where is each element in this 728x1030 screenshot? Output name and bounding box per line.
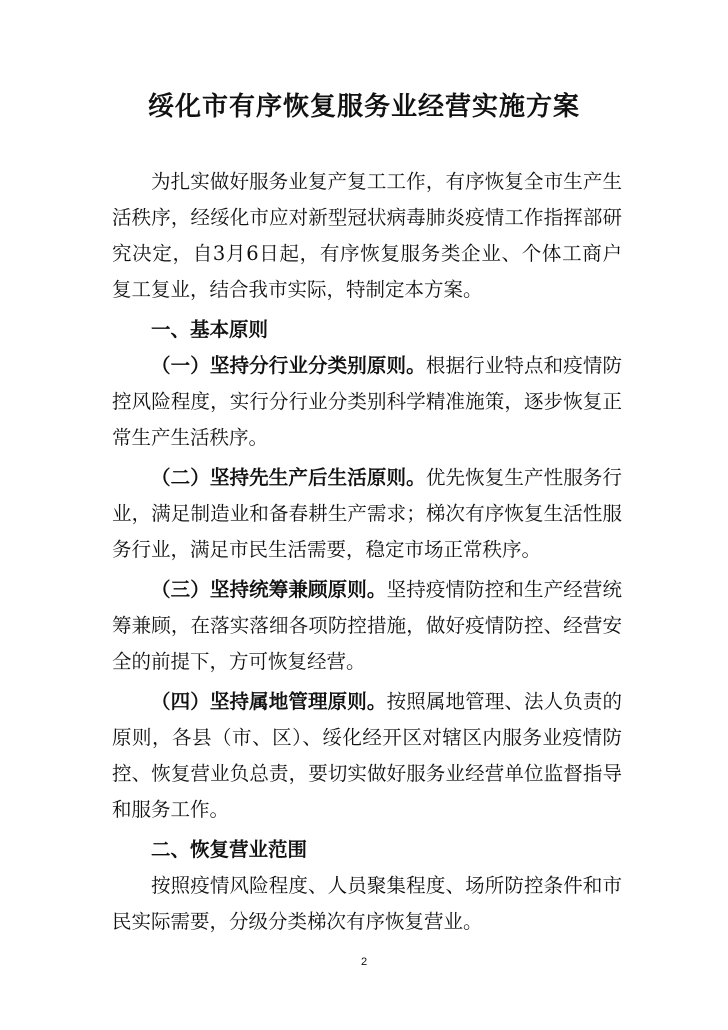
principle-3-paragraph <box>112 572 622 680</box>
document-body <box>112 164 622 940</box>
principle-1-lead: （一）坚持分行业分类别原则。 <box>151 354 426 377</box>
principle-3-text: 坚持疫情防控和生产经营统筹兼顾，在落实落细各项防控措施，做好疫情防控、经营安全的前提下，方可恢复经营。 <box>112 578 622 673</box>
principle-2-lead: （二）坚持先生产后生活原则。 <box>151 466 426 489</box>
intro-paragraph: 为扎实做好服务业复产复工工作，有序恢复全市生产生活秩序，经绥化市应对新型冠状病毒肺炎疫情工作指挥部研究决定，自3月6日起，有序恢复服务类企业、个体工商户复工复业，结合我市实际，特制定本方案。 <box>112 170 622 301</box>
principle-2-text: 优先恢复生产性服务行业，满足制造业和备春耕生产需求；梯次有序恢复生活性服务行业，满足市民生活需要，稳定市场正常秩序。 <box>112 466 622 561</box>
principle-4-lead: （四）坚持属地管理原则。 <box>151 690 387 713</box>
page-number: 2 <box>360 956 368 968</box>
principle-1-text: 根据行业特点和疫情防控风险程度，实行分行业分类别科学精准施策，逐步恢复正常生产生活秩序。 <box>112 354 622 449</box>
principle-4-paragraph <box>112 684 622 828</box>
document-title: 绥化市有序恢复服务业经营实施方案 <box>147 92 580 122</box>
section-1-heading: 一、基本原则 <box>151 318 269 341</box>
section-2-heading: 二、恢复营业范围 <box>151 838 308 861</box>
principle-4-text: 按照属地管理、法人负责的原则，各县（市、区）、绥化经开区对辖区内服务业疫情防控、恢复营业负总责，要切实做好服务业经营单位监督指导和服务工作。 <box>112 690 622 821</box>
principle-3-lead: （三）坚持统筹兼顾原则。 <box>151 578 387 601</box>
principle-2-paragraph <box>112 460 622 568</box>
section-2-paragraph: 按照疫情风险程度、人员聚集程度、场所防控条件和市民实际需要，分级分类梯次有序恢复营业。 <box>112 874 622 933</box>
principle-1-paragraph <box>112 348 622 456</box>
